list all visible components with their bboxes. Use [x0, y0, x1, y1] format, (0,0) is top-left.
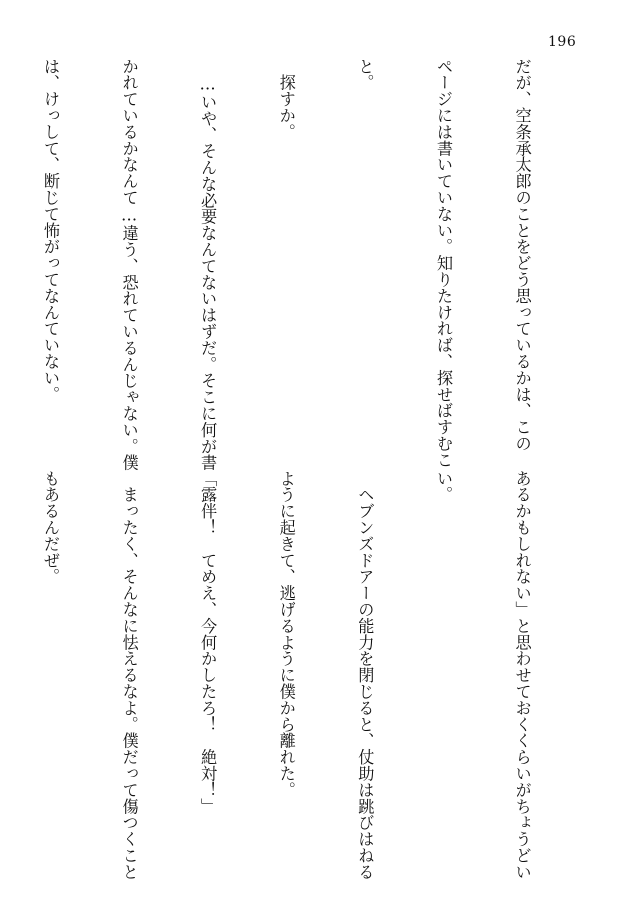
text-column: ヘブンズドアーの能力を閉じると、仗助は跳びはねる — [355, 470, 375, 880]
text-column: と。 — [355, 58, 375, 91]
lower-text-block — [40, 470, 587, 880]
text-column: もあるんだぜ。 — [40, 470, 60, 585]
page-number: 196 — [548, 34, 577, 50]
text-column: は、けっして、断じて怖がってなんていない。 — [40, 58, 60, 403]
text-column: まったく、そんなに怯えるなよ。僕だって傷つくこと — [119, 470, 139, 880]
text-column: ページには書いていない。知りたければ、探せばすむこ — [433, 58, 453, 468]
upper-text-block — [40, 58, 587, 471]
text-column: 探すか。 — [276, 58, 296, 140]
text-column: かれているかなんて…違う、恐れているんじゃない。僕 — [119, 58, 139, 471]
text-column: ように起きて、逃げるように僕から離れた。 — [276, 470, 296, 798]
text-column: あるかもしれない」と思わせておくくらいがちょうどい — [512, 470, 532, 880]
text-column: い。 — [433, 470, 453, 503]
text-column: …いや、そんな必要なんてないはずだ。そこに何が書 — [198, 58, 218, 471]
text-column: だが、空条承太郎のことをどう思っているかは、この — [512, 58, 532, 452]
text-column: 「露伴！ てめえ、今何かしたろ！ 絶対！」 — [198, 470, 218, 815]
